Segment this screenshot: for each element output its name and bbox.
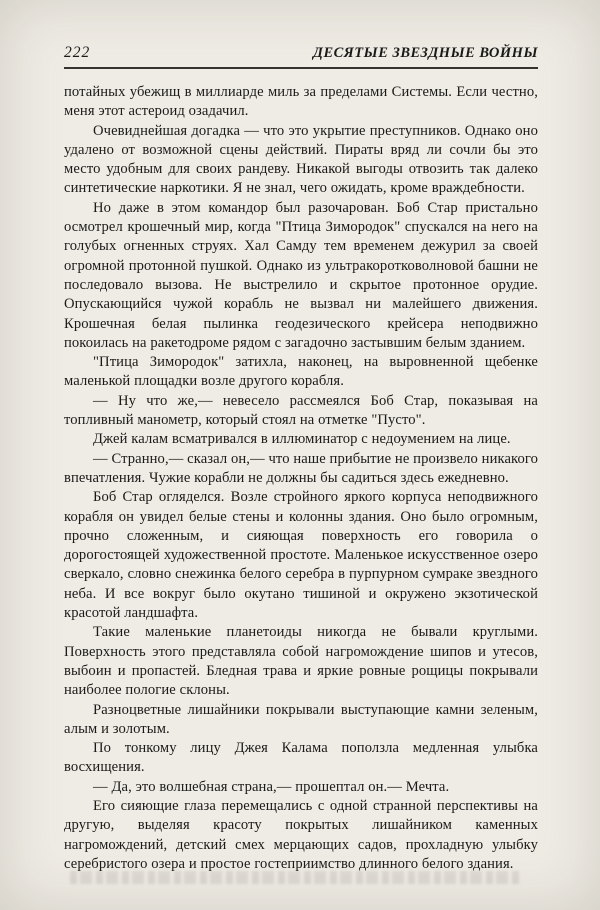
paragraph: Очевиднейшая догадка — что это укрытие преступников. Однако оно удалено от возможной сцены действий. Пираты вряд ли сочли бы это место удобным для своих рандеву. Никакой выгоды отвозить так далеко синтетические наркотики. Я не знал, чего ожидать, кроме враждебности. [64,122,538,197]
paragraph: Такие маленькие планетоиды никогда не бывали круглыми. Поверхность этого представляла собой нагромождение шипов и утесов, выбоин и пропастей. Бледная трава и яркие ровные рощицы покрывали наиболее пологие склоны. [64,624,538,699]
paragraph: Но даже в этом командор был разочарован. Боб Стар пристально осмотрел крошечный мир, когда "Птица Зимородок" спускался на него на голубых огненных струях. Хал Самду тем временем дежурил за своей огромной протонной пушкой. Однако из ультракоротковолновой башни не последовало вызова. Не выстрелило и скрытое протонное орудие. Опускающийся чужой корабль не вызвал ни малейшего движения. Крошечная белая пылинка геодезического крейсера неподвижно покоилась на ракетодроме рядом с загадочно застывшим белым зданием. [64,199,538,351]
text-block [64,83,538,874]
paragraph: — Ну что же,— невесело рассмеялся Боб Стар, показывая на топливный манометр, который стоял на отметке "Пусто". [64,392,538,429]
paragraph: — Да, это волшебная страна,— прошептал он.— Мечта. [93,778,450,795]
page-number: 222 [64,44,91,61]
running-title: ДЕСЯТЫЕ ЗВЕЗДНЫЕ ВОЙНЫ [313,45,538,61]
paragraph: Его сияющие глаза перемещались с одной странной перспективы на другую, выделяя красоту покрытых лишайником каменных нагромождений, детский смех мерцающих садов, прохладную улыбку серебристого озера и простое гостеприимство длинного белого здания. [64,797,538,872]
paragraph: потайных убежищ в миллиарде миль за пределами Системы. Если честно, меня этот астероид озадачил. [64,84,538,120]
paragraph: По тонкому лицу Джея Калама поползла медленная улыбка восхищения. [64,740,538,776]
paragraph: Джей калам всматривался в иллюминатор с недоумением на лице. [93,431,511,448]
paragraph: Разноцветные лишайники покрывали выступающие камни зеленым, алым и золотым. [64,701,538,737]
running-head [64,44,538,62]
paragraph: — Странно,— сказал он,— что наше прибытие не произвело никакого впечатления. Чужие корабли не должны бы садиться здесь ежедневно. [64,450,538,486]
header-rule [64,67,538,69]
paragraph: "Птица Зимородок" затихла, наконец, на выровненной щебенке маленькой площадки возле другого корабля. [64,354,538,390]
page-bleed-through-smudge [70,871,520,884]
paragraph: Боб Стар огляделся. Возле стройного яркого корпуса неподвижного корабля он увидел белые стены и колонны здания. Оно было огромным, прочно сложенным, и сияющая поверхность его говорила о дорогостоящей художественной простоте. Маленькое искусственное озеро сверкало, словно снежинка белого серебра в пурпурном сумраке звездного неба. И все вокруг было окутано тишиной и окружено экзотической красотой ландшафта. [64,489,538,622]
